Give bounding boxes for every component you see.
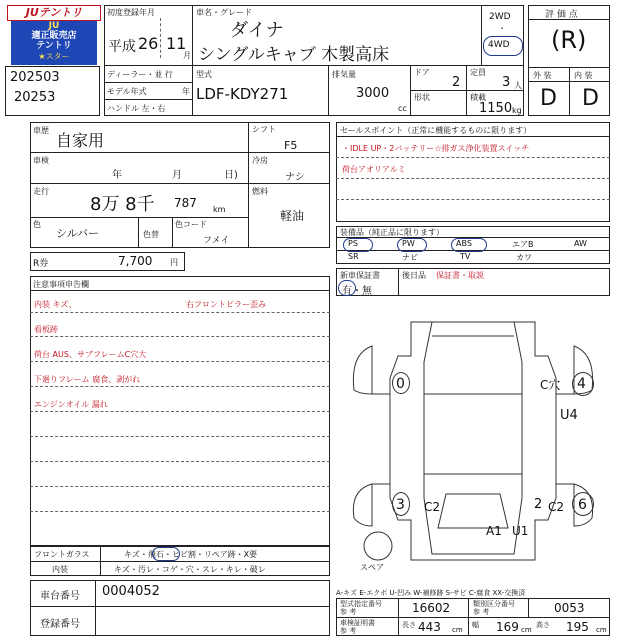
doors-label: ドア [414,68,430,77]
shape-label: 形状 [414,93,430,102]
length-label: 長さ [402,621,416,629]
displacement-unit: cc [398,104,407,113]
inspection-label: 車検 [33,156,49,165]
exterior-grade: D [540,86,557,111]
height-label: 高さ [536,621,550,629]
model: LDF-KDY271 [196,85,289,103]
model-year-label: モデル年式 [107,87,147,96]
equipment-label: 装備品（純正品に限ります） [340,228,444,237]
width: 169 [496,620,519,634]
note-item-3: 荷台 AUS、サブフレームC穴大 [34,350,147,359]
equip-sr: SR [348,252,359,261]
reg-year: 26 [138,34,159,53]
width-label: 幅 [472,621,479,629]
after-label: 後日品 [402,271,426,280]
recycle-unit: 円 [170,258,178,267]
logo-brand: JUテントリ [7,5,101,21]
rear-left-wheel [353,484,372,526]
length: 443 [418,620,441,634]
cab-outline [424,322,522,554]
front-glass-value: キズ・飛石・ヒビ割・リペア跡・X要 [124,550,258,559]
spare-tire [364,532,392,560]
legend: A-キズ E-エクボ U-凹み W-補修跡 S-サビ C-腐食 XX-交換済 [336,589,526,597]
grade: シングルキャブ 木製高床 [198,45,390,65]
sales-label: セールスポイント（正常に機能するものに限ります） [340,126,532,135]
note-item-2: 看板跡 [34,325,58,334]
fuel: 軽油 [280,209,305,223]
chip-circle [152,547,180,561]
note-item-1: 内装 キズ、 [34,300,77,309]
logo-badge [11,21,97,65]
notes-label: 注意事項申告欄 [33,280,89,289]
ac: ナシ [285,172,305,183]
note-item-5: エンジンオイル 漏れ [34,400,108,409]
shift-label: シフト [252,125,276,134]
class-no: 0053 [554,601,585,615]
recycle-label: R券 [33,259,49,269]
recycle-frame [30,252,185,271]
lot-number-bottom: 20253 [14,90,56,105]
inspection-month: 月 [172,170,182,181]
chassis-label: 車台番号 [40,591,80,602]
interior-cond-label: 内装 [52,565,68,574]
logo-line3: テントリ [36,41,72,51]
height-unit: cm [596,626,607,634]
mark-3: 3 [396,497,405,513]
displacement-label: 排気量 [332,70,356,79]
equip-pw: PW [402,239,415,248]
load: 1150 [479,101,513,116]
warranty-label: 新車保証書 [340,271,380,280]
color-label: 色 [33,220,41,229]
equip-airbag: エアB [512,240,534,249]
warranty-circle [338,280,356,296]
class-label: 類別区分番号 参 考 [473,600,515,616]
reg-month: 11 [166,34,187,53]
mark-c2-left: C2 [424,500,441,514]
car-diagram [336,298,610,582]
mark-a1: A1 [486,524,502,538]
chassis: 0004052 [102,584,160,599]
fuel-label: 燃料 [252,187,268,196]
capacity: 3 [502,75,511,90]
model-no: 16602 [412,601,451,615]
car-name-label: 車名・グレード [196,8,252,17]
ps-circle [343,238,373,252]
lot-box [5,66,100,116]
exterior-label: 外 装 [533,71,552,80]
load-label: 積載 [470,93,486,102]
mark-c-hole: C穴 [540,378,561,392]
first-reg-label: 初度登録年月 [107,8,155,17]
mark-u4: U4 [560,408,578,423]
era: 平成 [108,39,136,55]
front-left-wheel [353,346,372,394]
equip-ps: PS [348,239,358,248]
mark-4: 4 [577,376,586,392]
color-code-label: 色コード [175,220,207,229]
body-outline [390,322,556,560]
reg-label: 登録番号 [40,619,80,630]
capacity-label: 定員 [470,68,486,77]
displacement: 3000 [356,86,390,101]
drive-2wd: 2WD [489,12,511,22]
equip-aw: AW [574,239,587,248]
spare-label: スペア [360,563,384,572]
color: シルバー [56,227,99,240]
interior-cond-value: キズ・汚レ・コゲ・穴・スレ・キレ・破レ [114,565,266,574]
width-unit: cm [521,626,532,634]
equip-navi: ナビ [402,253,418,262]
interior-grade: D [582,86,599,111]
equip-leather: カワ [516,253,532,262]
warranty-value: 有・無 [342,286,372,297]
length-unit: cm [452,626,463,634]
mark-0: 0 [396,376,405,392]
cert-label: 車検証明書 参 考 [340,619,375,635]
usage-label: 車歴 [33,126,49,135]
doors: 2 [452,75,461,90]
month-unit: 月 [183,51,191,60]
shift: F5 [284,139,298,152]
recycle: 7,700 [118,254,153,268]
mark-c2-right: C2 [548,500,565,514]
eval-label: 評 価 点 [545,10,578,20]
mileage-unit: km [213,205,226,214]
mark-6: 6 [578,497,587,513]
model-no-label: 型式指定番号 参 考 [340,600,382,616]
mark-2: 2 [534,497,543,512]
model-year-unit: 年 [182,87,190,96]
inspection-day: 日) [224,170,238,181]
sales-line1: ・IDLE UP・2バッテリー☆排ガス浄化装置スイッチ [342,144,530,153]
mileage: 8万 8千 [90,194,155,215]
note-right: 右フロントピラー歪み [186,300,266,309]
interior-label: 内 装 [574,71,593,80]
model-label: 型式 [196,70,212,79]
pw-circle [397,238,427,252]
ac-label: 冷房 [252,156,268,165]
color-change-label: 色替 [143,230,159,239]
after-value: 保証書・取説 [436,271,484,280]
dealer-label: ディーラー・並 行 [107,70,173,79]
mark-u1: U1 [512,524,529,538]
sales-line2: 荷台アオリアルミ [342,165,406,174]
abs-circle [451,238,487,252]
mileage-label: 走行 [33,187,49,196]
handle-label: ハンドル 左・右 [107,104,166,113]
capacity-unit: 人 [514,81,522,90]
equip-abs: ABS [456,239,472,248]
drive-4wd: 4WD [488,40,510,50]
logo-line2: 適正販売店 [31,31,77,41]
lot-number-top: 202503 [10,70,60,85]
logo-line4: ★スター [38,52,70,61]
drive-dot: ・ [498,24,506,33]
front-glass-label: フロントガラス [34,550,90,559]
eval-value: (R) [551,26,587,54]
logo [5,5,100,65]
inspection-year: 年 [112,170,122,181]
note-item-4: 下廻りフレーム 腐食、剥がれ [34,375,141,384]
height: 195 [566,620,589,634]
color-code: フメイ [203,236,230,246]
logo-line1: JU [48,21,60,31]
car-name: ダイナ [230,20,284,41]
mileage-sub: 787 [174,196,197,210]
equip-tv: TV [460,252,471,261]
usage: 自家用 [56,131,105,150]
load-unit: kg [512,106,522,115]
